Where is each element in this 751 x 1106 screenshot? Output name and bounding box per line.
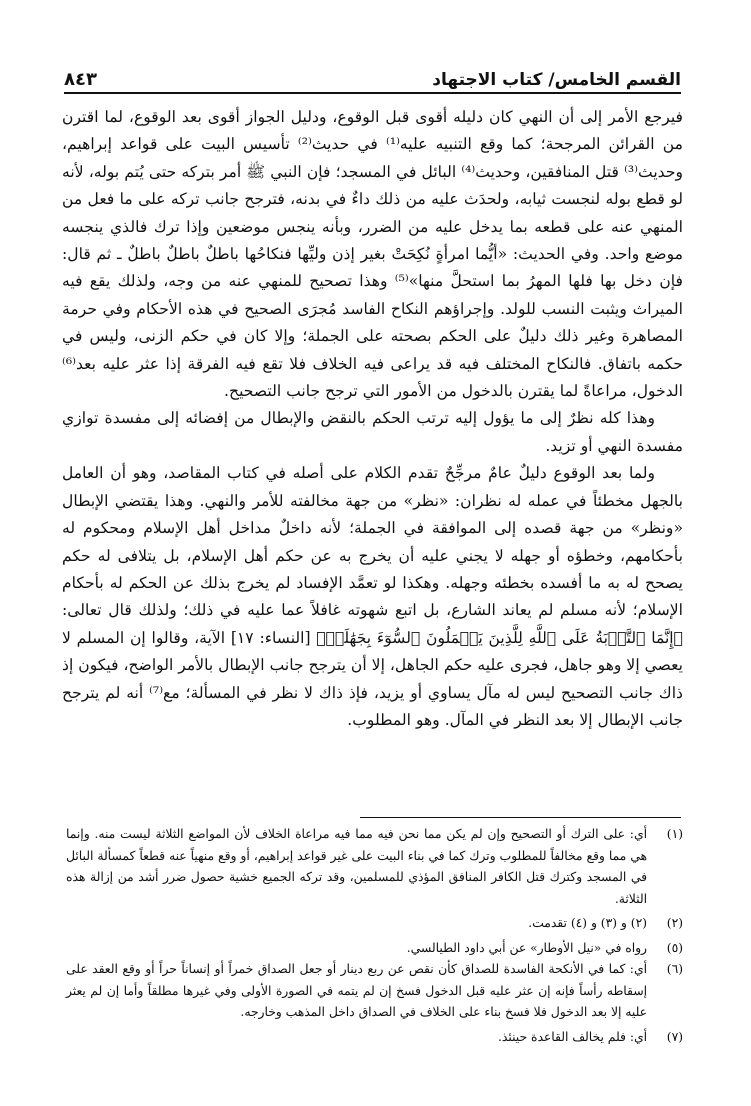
footnote [66, 938, 683, 960]
footnote-number: (٥) [666, 940, 683, 955]
footnote-number: (١) [666, 827, 683, 841]
footnote-text: أي: على الترك أو التصحيح وإن لم يكن مما نحن فيه مما فيه مراعاة الخلاف لأن المواضع الثلاثة ليست منه. وإنما هي مما وقع مخالفاً للمطلوب وترك كما في بناء البيت على غير قواعد إبراهيم، أو وقع منهياً عنه قطعاً كمسألة البائل في المسجد وكترك قتل الكافر المنافق المؤذي للمسلمين، وقد تركه الجميع خشية حصول ضرر أشد من إزالة هذه الثلاثة. [66, 827, 647, 906]
footnote [66, 824, 683, 910]
footnote-text: أي: فلم يخالف القاعدة حينئذ. [498, 1029, 647, 1044]
header-divider [64, 92, 681, 94]
footnote-number: (٦) [666, 962, 683, 976]
footnote-text: رواه في «نيل الأوطار» عن أبي داود الطيالسي. [406, 940, 647, 955]
footnote [66, 1027, 683, 1049]
paragraph: فيرجع الأمر إلى أن النهي كان دليله أقوى قبل الوقوع، ودليل الجواز أقوى بعد الوقوع، لما اقترن من القرائن المرجحة؛ كما وقع التنبيه عليه⁽¹⁾ في حديث⁽²⁾ تأسيس البيت على قواعد إبراهيم، وحديث⁽³⁾ قتل المنافقين، وحديث⁽⁴⁾ البائل في المسجد؛ فإن النبي ﷺ أمر بتركه حتى يُتم بوله، لأنه لو قطع بوله لنجست ثيابه، ولحدَث عليه من ذلك داءٌ في بدنه، فترجح جانب تركه على ما فعل من المنهي عنه على قطعه بما يدخل عليه من الضرر، وبأنه ينجس موضعين وإذا ترك فالذي ينجسه موضع واحد. وفي الحديث: «أيُّما امرأةٍ نُكِحَتْ بغير إذن وليِّها فنكاحُها باطلٌ باطلٌ باطلٌ ـ ثم قال: فإن دخل بها فلها المهرُ بما استحلَّ منها»⁽⁵⁾ وهذا تصحيح للمنهي عنه من وجه، ولذلك يقع فيه الميراث ويثبت النسب للولد. وإجراؤهم النكاح الفاسد مُجرَى الصحيح في هذه الأحكام وفي حرمة المصاهرة وغير ذلك دليلٌ على الحكم بصحته على الجملة؛ وإلا كان في حكم الزنى، وليس في حكمه باتفاق. فالنكاح المختلف فيه قد يراعى فيه الخلاف فلا تقع فيه الفرقة إذا عثر عليه بعد⁽⁶⁾ الدخول، مراعاةً لما يقترن بالدخول من الأمور التي ترجح جانب التصحيح. [62, 108, 684, 401]
footnote-text: أي: كما في الأنكحة الفاسدة للصداق كأن نقص عن ربع دينار أو جعل الصداق خمراً أو إنساناً حراً أو وقع العقد على إسقاطه رأساً فإنه إن عثر عليه قبل الدخول فسخ إن لم يتمه في الصورة الأولى وفي غيرها مطلقاً وأما إن لم يعثر عليه إلا بعد الدخول فلا فسخ بناء على الخلاف في الصداق داخل المذهب وخارجه. [66, 962, 647, 1019]
page-number: ٨٤٣ [64, 69, 97, 90]
paragraph: وهذا كله نظرٌ إلى ما يؤول إليه ترتب الحكم بالنقض والإبطال من إفضائه إلى مفسدة توازي مفسدة النهي أو تزيد. [62, 409, 683, 455]
footnote-number: (٧) [666, 1029, 683, 1044]
paragraph: ولما بعد الوقوع دليلٌ عامٌ مرجِّحٌ تقدم الكلام على أصله في كتاب المقاصد، وهو أن العامل بالجهل مخطئاً في عمله له نظران: «نظر» من جهة مخالفته للأمر والنهي. وهذا يقتضي الإبطال «ونظر» من جهة قصده إلى الموافقة في الجملة؛ لأنه داخلٌ مداخل أهل الإسلام ومحكوم له بأحكامهم، وخطؤه أو جهله لا يجني عليه أن يخرج به عن حكم أهل الإسلام، بل يتلافى له حكم يصحح له به ما أفسده بخطئه وجهله. وهكذا لو تعمَّد الإفساد لم يخرج بذلك عن الحكم له بأحكام الإسلام؛ لأنه مسلم لم يعاند الشارع، بل اتبع شهوته غافلاً عما عليه في ذلك؛ ولذلك قال تعالى: ﴿إِنَّمَا ٱلتَّوۡبَةُ عَلَى ٱللَّهِ لِلَّذِينَ يَعۡمَلُونَ ٱلسُّوٓءَ بِجَهَٰلَةٖ﴾ [النساء: ١٧] الآية، وقالوا إن المسلم لا يعصي إلا وهو جاهل، فجرى عليه حكم الجاهل، إلا أن يترجح جانب الإبطال بالأمر الواضح، فيكون إذ ذاك جانب التصحيح ليس له مآل يساوي أو يزيد، فإذ ذاك لا نظر في المسألة؛ مع⁽⁷⁾ أنه لم يترجح جانب الإبطال إلا بعد النظر في المآل. وهو المطلوب. [62, 464, 683, 729]
footnote-number: (٢) [666, 916, 683, 930]
footnotes [66, 824, 683, 1048]
footnote-text: (٢) و (٣) و (٤) تقدمت. [528, 916, 647, 930]
footnote [66, 913, 683, 935]
footnote [66, 959, 683, 1024]
footnote-divider [360, 817, 681, 818]
main-text [62, 104, 683, 734]
page-header [64, 64, 681, 90]
section-title: القسم الخامس/ كتاب الاجتهاد [432, 70, 681, 90]
